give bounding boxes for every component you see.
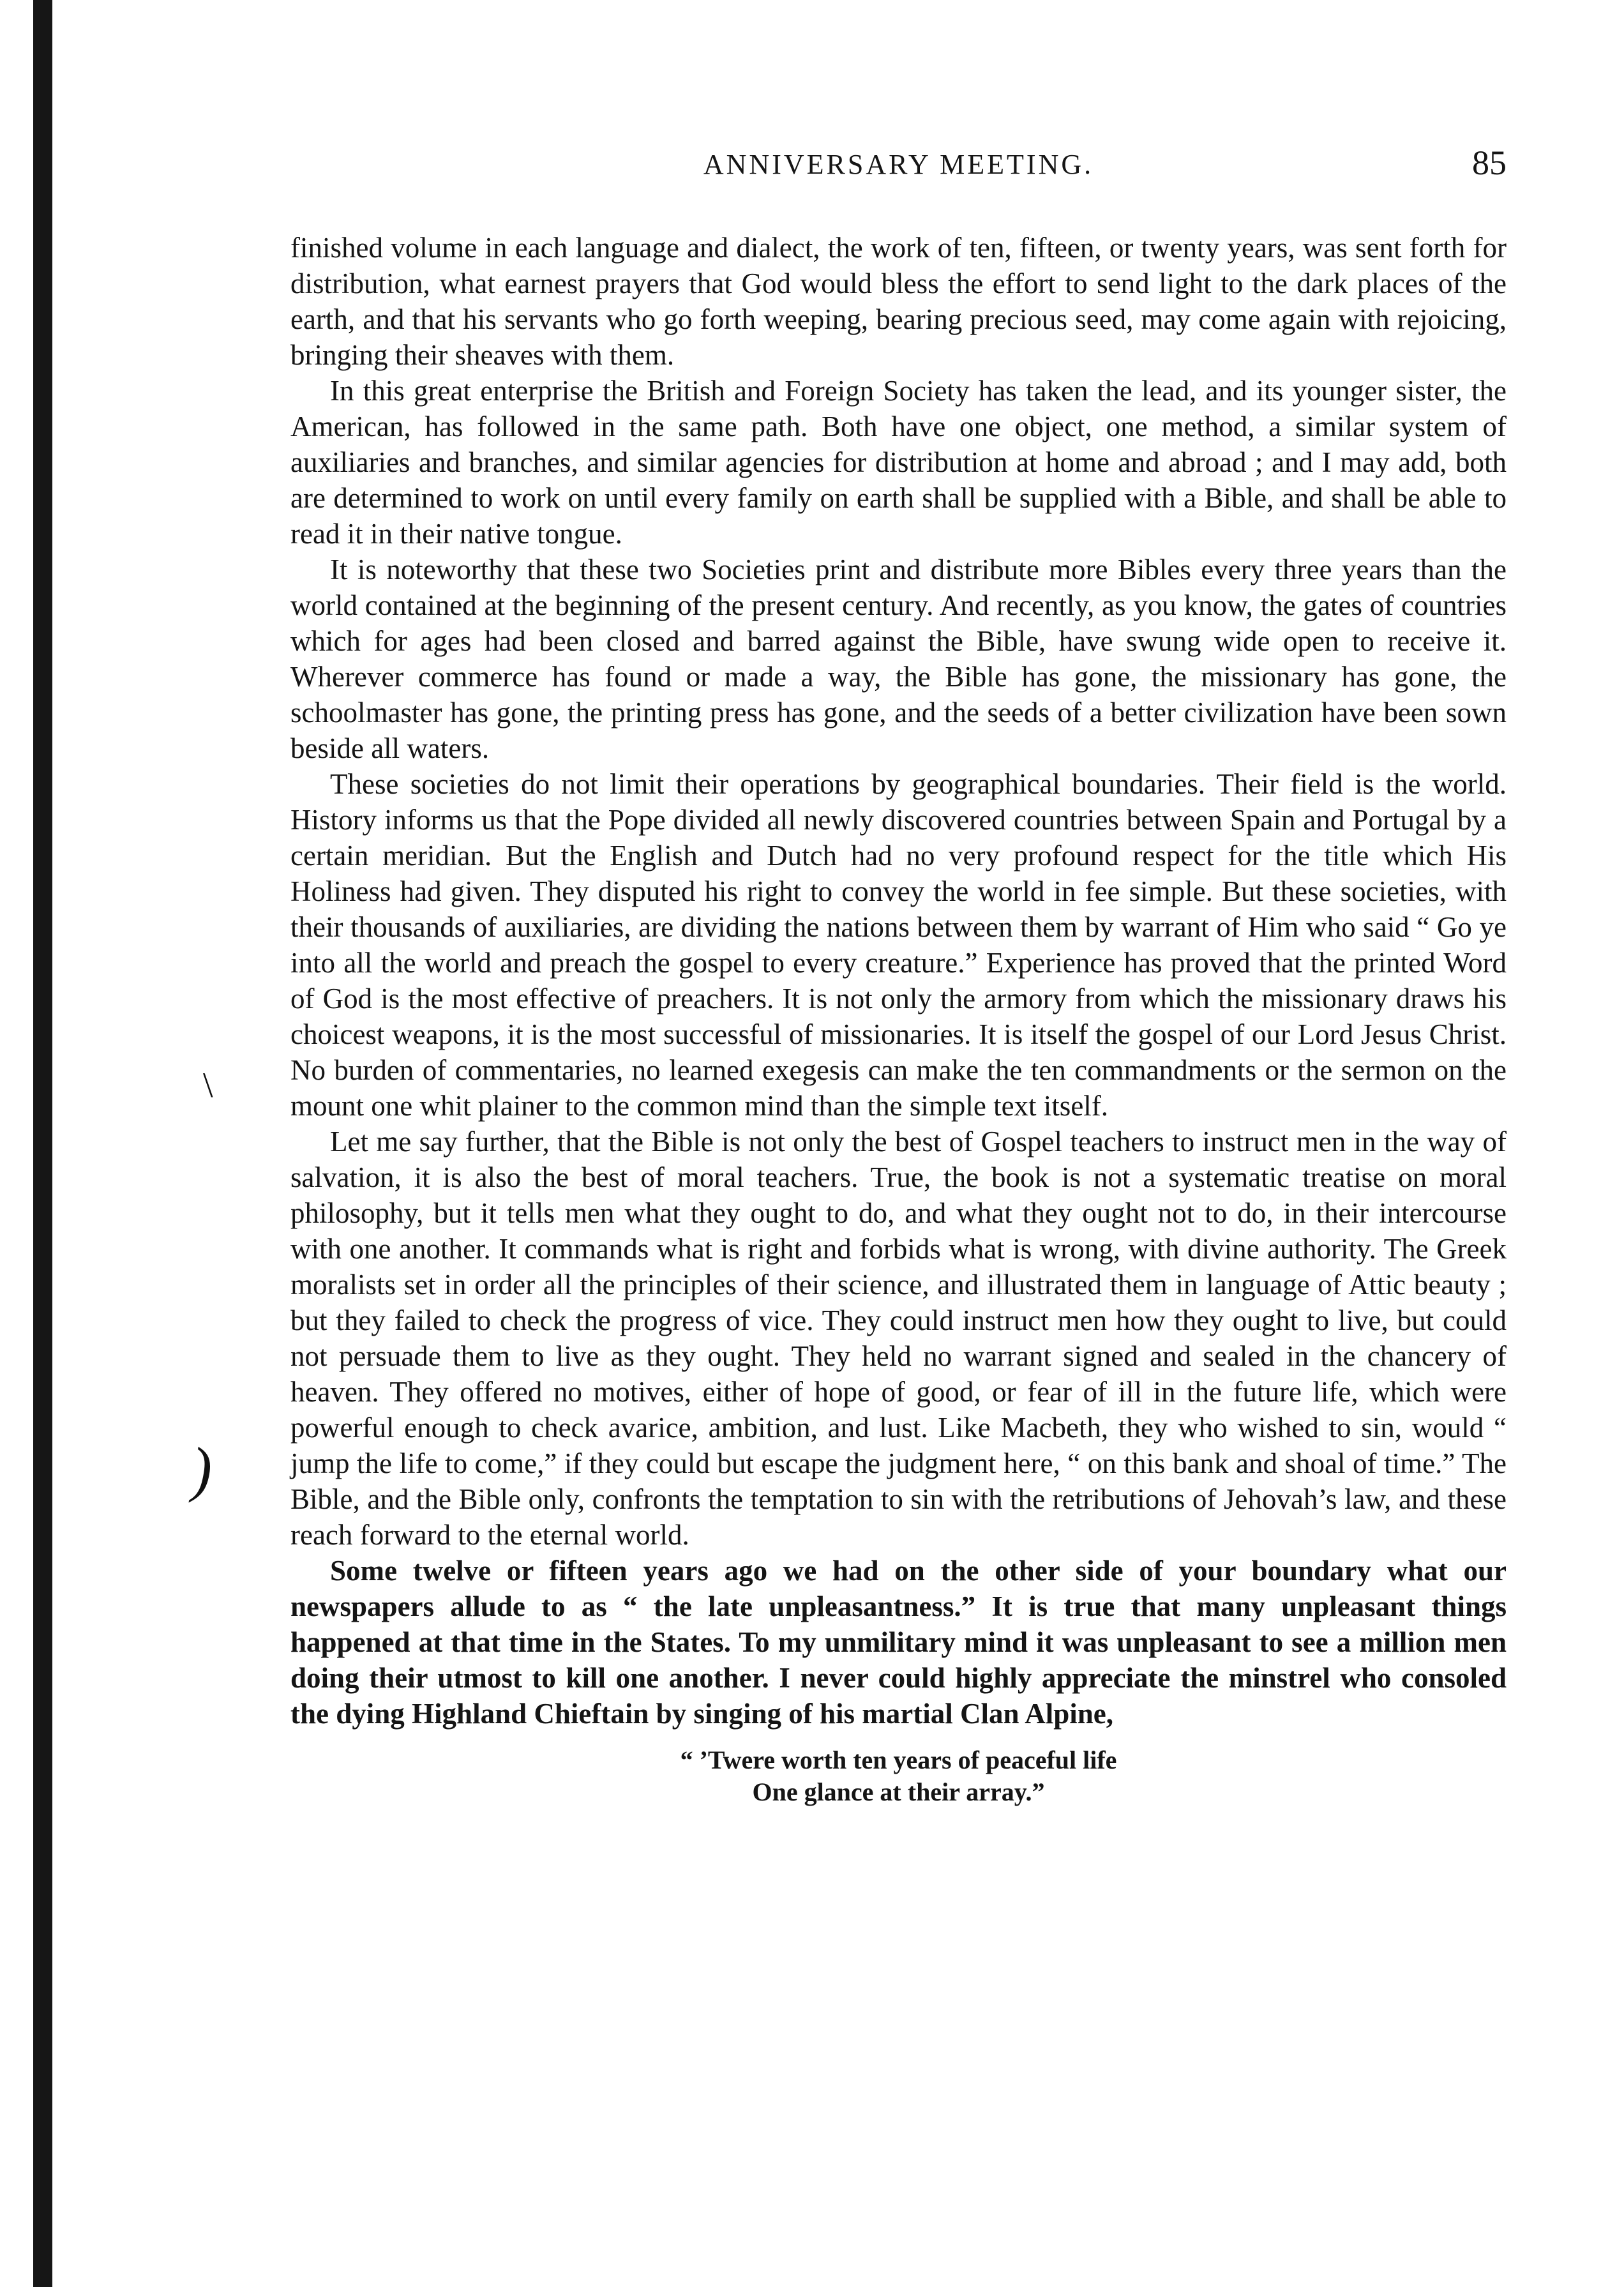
running-title: ANNIVERSARY MEETING. (703, 149, 1094, 180)
page-header (290, 144, 1507, 193)
margin-mark-lower: ) (192, 1435, 212, 1503)
binding-edge (33, 0, 52, 2287)
verse-line: One glance at their array.” (752, 1778, 1045, 1806)
paragraph: It is noteworthy that these two Societies print and distribute more Bibles every three years than the world contained at the beginning of the present century. And recently, as you know, the gates of countries which for ages had been closed and barred against the Bible, have swung wide open to receive it. Wherever commerce has found or made a way, the Bible has gone, the missionary has gone, the schoolmaster has gone, the printing press has gone, and the seeds of a better civilization have been sown beside all waters. (290, 554, 1507, 764)
paragraph: In this great enterprise the British and Foreign Society has taken the lead, and its younger sister, the American, has followed in the same path. Both have one object, one method, a similar system of auxiliaries and branches, and similar agencies for distribution at home and abroad ; and I may add, both are determined to work on until every family on earth shall be supplied with a Bible, and shall be able to read it in their native tongue. (290, 375, 1507, 550)
page-number: 85 (1472, 144, 1507, 182)
paragraph: Let me say further, that the Bible is not only the best of Gospel teachers to instruct men in the way of salvation, it is also the best of moral teachers. True, the book is not a systematic treatise on moral philosophy, but it tells men what they ought to do, and what they ought not to do, in their intercourse with one another. It commands what is right and forbids what is wrong, with divine authority. The Greek moralists set in order all the principles of their science, and illustrated them in language of Attic beauty ; but they failed to check the progress of vice. They could instruct men how they ought to live, but could not persuade them to live as they ought. They held no warrant signed and sealed in the chancery of heaven. They offered no motives, either of hope of good, or fear of ill in the future life, which were powerful enough to check avarice, ambition, and lust. Like Macbeth, they who wished to sin, would “ jump the life to come,” if they could but escape the judgment here, “ on this bank and shoal of time.” The Bible, and the Bible only, confronts the temptation to sin with the retributions of Jehovah’s law, and these reach forward to the eternal world. (290, 1126, 1507, 1551)
paragraph-continued: finished volume in each language and dialect, the work of ten, fifteen, or twenty years, was sent forth for distribution, what earnest prayers that God would bless the effort to send light to the dark places of the earth, and that his servants who go forth weeping, bearing precious seed, may come again with rejoicing, bringing their sheaves with them. (290, 232, 1507, 371)
margin-mark-upper: \ (203, 1066, 213, 1105)
verse-line: “ ’Twere worth ten years of peaceful life (680, 1746, 1117, 1774)
paragraph: Some twelve or fifteen years ago we had on the other side of your boundary what our newspapers allude to as “ the late unpleasantness.” It is true that many unpleasant things happened at that time in the States. To my unmilitary mind it was unpleasant to see a million men doing their utmost to kill one another. I never could highly appreciate the minstrel who consoled the dying Highland Chieftain by singing of his martial Clan Alpine, (290, 1555, 1507, 1730)
verse-quotation (290, 1744, 1507, 1808)
paragraph: These societies do not limit their operations by geographical boundaries. Their field is the world. History informs us that the Pope divided all newly discovered countries between Spain and Portugal by a certain meridian. But the English and Dutch had no very profound respect for the title which His Holiness had given. They disputed his right to convey the world in fee simple. But these societies, with their thousands of auxiliaries, are dividing the nations between them by warrant of Him who said “ Go ye into all the world and preach the gospel to every creature.” Experience has proved that the printed Word of God is the most effective of preachers. It is not only the armory from which the missionary draws his choicest weapons, it is the most successful of missionaries. It is itself the gospel of our Lord Jesus Christ. No burden of commentaries, no learned exegesis can make the ten commandments or the sermon on the mount one whit plainer to the common mind than the simple text itself. (290, 768, 1507, 1122)
body-text (290, 230, 1507, 1808)
